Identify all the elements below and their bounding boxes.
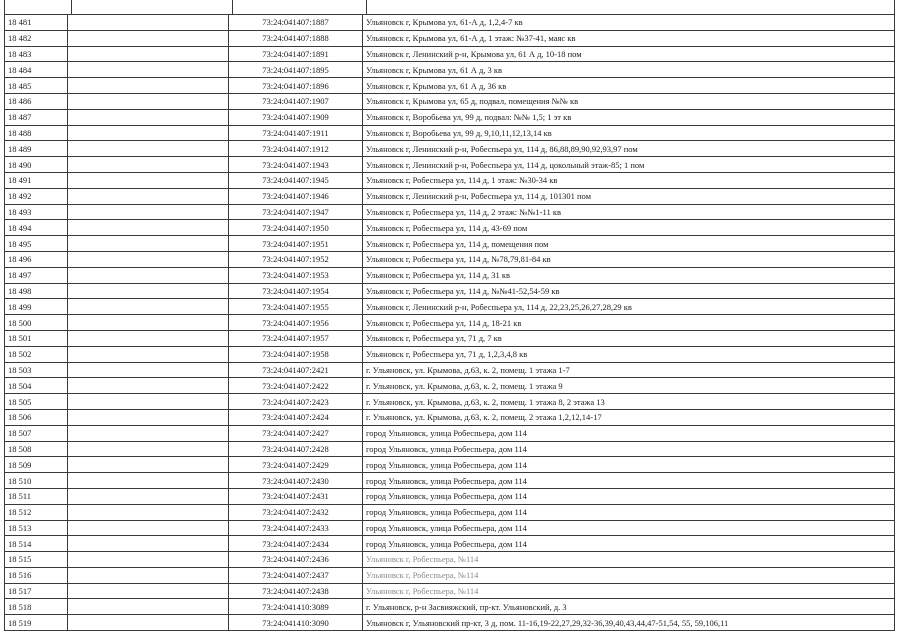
table-row (5, 109, 895, 125)
empty-cell (68, 109, 229, 125)
address-cell: Ульяновск г, Воробьева ул, 99 д, 9,10,11,12,13,14 кв (363, 125, 895, 141)
empty-cell (68, 567, 229, 583)
address-cell: город Ульяновск, улица Робеспьера, дом 114 (363, 441, 895, 457)
row-number-cell: 18 488 (5, 125, 68, 141)
cadastral-number-cell: 73:24:041407:1946 (229, 188, 363, 204)
address-cell: г. Ульяновск, р-н Засвияжский, пр-кт. Ульяновский, д. 3 (363, 599, 895, 615)
empty-cell (68, 425, 229, 441)
row-number-cell: 18 487 (5, 109, 68, 125)
cadastral-number-cell: 73:24:041407:2434 (229, 536, 363, 552)
table-row (5, 125, 895, 141)
address-cell: Ульяновск г, Ленинский р-н, Крымова ул, 61 А д, 10-18 пом (363, 46, 895, 62)
row-number-cell: 18 508 (5, 441, 68, 457)
empty-cell (68, 78, 229, 94)
address-cell: город Ульяновск, улица Робеспьера, дом 114 (363, 504, 895, 520)
row-number-cell: 18 504 (5, 378, 68, 394)
cadastral-number-cell: 73:24:041407:2423 (229, 394, 363, 410)
registry-sheet (4, 14, 895, 631)
row-number-cell: 18 505 (5, 394, 68, 410)
address-cell: город Ульяновск, улица Робеспьера, дом 114 (363, 425, 895, 441)
table-row (5, 46, 895, 62)
cadastral-number-cell: 73:24:041410:3090 (229, 615, 363, 631)
empty-cell (68, 141, 229, 157)
table-row (5, 330, 895, 346)
address-cell: Ульяновск г, Крымова ул, 61-А д, 1,2,4-7 кв (363, 15, 895, 31)
empty-cell (68, 299, 229, 315)
address-cell: Ульяновск г, Робеспьера, №114 (363, 567, 895, 583)
row-number-cell: 18 481 (5, 15, 68, 31)
cadastral-number-cell: 73:24:041407:2427 (229, 425, 363, 441)
cadastral-number-cell: 73:24:041407:2421 (229, 362, 363, 378)
table-row (5, 488, 895, 504)
address-cell: г. Ульяновск, ул. Крымова, д.63, к. 2, помещ. 1 этажа 1-7 (363, 362, 895, 378)
row-number-cell: 18 490 (5, 157, 68, 173)
empty-cell (68, 346, 229, 362)
empty-cell (68, 172, 229, 188)
row-number-cell: 18 510 (5, 473, 68, 489)
empty-cell (68, 204, 229, 220)
table-top-partial-row (4, 0, 895, 14)
table-row (5, 457, 895, 473)
empty-cell (68, 251, 229, 267)
empty-cell (68, 283, 229, 299)
cadastral-number-cell: 73:24:041407:1951 (229, 236, 363, 252)
row-number-cell: 18 506 (5, 409, 68, 425)
column-divider (232, 0, 233, 14)
row-number-cell: 18 484 (5, 62, 68, 78)
row-number-cell: 18 496 (5, 251, 68, 267)
empty-cell (68, 488, 229, 504)
table-row (5, 394, 895, 410)
address-cell: город Ульяновск, улица Робеспьера, дом 114 (363, 488, 895, 504)
address-cell: Ульяновск г, Робеспьера ул, 114 д, 2 этаж: №№1-11 кв (363, 204, 895, 220)
cadastral-number-cell: 73:24:041407:2436 (229, 552, 363, 568)
cadastral-number-cell: 73:24:041407:1950 (229, 220, 363, 236)
address-cell: г. Ульяновск, ул. Крымова, д.63, к. 2, помещ. 1 этажа 8, 2 этажа 13 (363, 394, 895, 410)
empty-cell (68, 93, 229, 109)
empty-cell (68, 125, 229, 141)
row-number-cell: 18 519 (5, 615, 68, 631)
table-row (5, 236, 895, 252)
row-number-cell: 18 515 (5, 552, 68, 568)
cadastral-number-cell: 73:24:041407:1943 (229, 157, 363, 173)
empty-cell (68, 520, 229, 536)
address-cell: Ульяновск г, Ленинский р-н, Робеспьера ул, 114 д, 22,23,25,26,27,28,29 кв (363, 299, 895, 315)
cadastral-number-cell: 73:24:041410:3089 (229, 599, 363, 615)
cadastral-number-cell: 73:24:041407:1956 (229, 315, 363, 331)
row-number-cell: 18 482 (5, 30, 68, 46)
row-number-cell: 18 518 (5, 599, 68, 615)
address-cell: город Ульяновск, улица Робеспьера, дом 114 (363, 457, 895, 473)
table-row (5, 62, 895, 78)
row-number-cell: 18 497 (5, 267, 68, 283)
row-number-cell: 18 483 (5, 46, 68, 62)
table-row (5, 188, 895, 204)
cadastral-number-cell: 73:24:041407:1911 (229, 125, 363, 141)
cadastral-number-cell: 73:24:041407:2422 (229, 378, 363, 394)
address-cell: город Ульяновск, улица Робеспьера, дом 114 (363, 536, 895, 552)
address-cell: Ульяновск г, Крымова ул, 65 д, подвал, помещения №№ кв (363, 93, 895, 109)
cadastral-number-cell: 73:24:041407:2438 (229, 583, 363, 599)
row-number-cell: 18 507 (5, 425, 68, 441)
address-cell: г. Ульяновск, ул. Крымова, д.63, к. 2, помещ. 1 этажа 9 (363, 378, 895, 394)
row-number-cell: 18 503 (5, 362, 68, 378)
address-cell: Ульяновск г, Робеспьера ул, 114 д, №№41-52,54-59 кв (363, 283, 895, 299)
address-cell: Ульяновск г, Робеспьера, №114 (363, 552, 895, 568)
empty-cell (68, 441, 229, 457)
table-row (5, 441, 895, 457)
row-number-cell: 18 492 (5, 188, 68, 204)
row-number-cell: 18 512 (5, 504, 68, 520)
table-row (5, 30, 895, 46)
address-cell: Ульяновск г, Ленинский р-н, Робеспьера ул, 114 д, 101301 пом (363, 188, 895, 204)
cadastral-number-cell: 73:24:041407:1958 (229, 346, 363, 362)
table-row (5, 315, 895, 331)
address-cell: Ульяновск г, Крымова ул, 61 А д, 36 кв (363, 78, 895, 94)
cadastral-number-cell: 73:24:041407:1891 (229, 46, 363, 62)
address-cell: Ульяновск г, Ленинский р-н, Робеспьера ул, 114 д, цокольный этаж-85; 1 пом (363, 157, 895, 173)
empty-cell (68, 15, 229, 31)
address-cell: Ульяновск г, Крымова ул, 61-А д, 1 этаж: №37-41, маяс кв (363, 30, 895, 46)
cadastral-number-cell: 73:24:041407:1907 (229, 93, 363, 109)
table-row (5, 599, 895, 615)
empty-cell (68, 267, 229, 283)
cadastral-number-cell: 73:24:041407:1953 (229, 267, 363, 283)
row-number-cell: 18 501 (5, 330, 68, 346)
address-cell: г. Ульяновск, ул. Крымова, д.63, к. 2, помещ. 2 этажа 1,2,12,14-17 (363, 409, 895, 425)
table-row (5, 204, 895, 220)
row-number-cell: 18 493 (5, 204, 68, 220)
row-number-cell: 18 491 (5, 172, 68, 188)
cadastral-number-cell: 73:24:041407:1896 (229, 78, 363, 94)
cadastral-number-cell: 73:24:041407:1945 (229, 172, 363, 188)
table-row (5, 267, 895, 283)
empty-cell (68, 615, 229, 631)
registry-table-body (5, 15, 895, 631)
table-row (5, 583, 895, 599)
empty-cell (68, 188, 229, 204)
cadastral-number-cell: 73:24:041407:2424 (229, 409, 363, 425)
table-row (5, 15, 895, 31)
empty-cell (68, 315, 229, 331)
table-row (5, 93, 895, 109)
table-row (5, 567, 895, 583)
column-divider (366, 0, 367, 14)
row-number-cell: 18 514 (5, 536, 68, 552)
empty-cell (68, 552, 229, 568)
table-row (5, 220, 895, 236)
row-number-cell: 18 513 (5, 520, 68, 536)
registry-table (4, 14, 895, 631)
table-row (5, 299, 895, 315)
row-number-cell: 18 485 (5, 78, 68, 94)
table-row (5, 141, 895, 157)
address-cell: Ульяновск г, Ленинский р-н, Робеспьера ул, 114 д, 86,88,89,90,92,93,97 пом (363, 141, 895, 157)
table-row (5, 172, 895, 188)
table-row (5, 378, 895, 394)
address-cell: город Ульяновск, улица Робеспьера, дом 114 (363, 520, 895, 536)
address-cell: Ульяновск г, Робеспьера ул, 114 д, №78,79,81-84 кв (363, 251, 895, 267)
cadastral-number-cell: 73:24:041407:2432 (229, 504, 363, 520)
cadastral-number-cell: 73:24:041407:2433 (229, 520, 363, 536)
table-row (5, 504, 895, 520)
cadastral-number-cell: 73:24:041407:2437 (229, 567, 363, 583)
row-number-cell: 18 517 (5, 583, 68, 599)
address-cell: город Ульяновск, улица Робеспьера, дом 114 (363, 473, 895, 489)
address-cell: Ульяновск г, Робеспьера ул, 71 д, 7 кв (363, 330, 895, 346)
cadastral-number-cell: 73:24:041407:1909 (229, 109, 363, 125)
address-cell: Ульяновск г, Робеспьера ул, 114 д, 1 этаж: №30-34 кв (363, 172, 895, 188)
empty-cell (68, 599, 229, 615)
empty-cell (68, 394, 229, 410)
row-number-cell: 18 495 (5, 236, 68, 252)
empty-cell (68, 583, 229, 599)
cadastral-number-cell: 73:24:041407:1895 (229, 62, 363, 78)
table-row (5, 283, 895, 299)
address-cell: Ульяновск г, Робеспьера ул, 114 д, 18-21 кв (363, 315, 895, 331)
row-number-cell: 18 516 (5, 567, 68, 583)
table-row (5, 536, 895, 552)
address-cell: Ульяновск г, Воробьева ул, 99 д, подвал: №№ 1,5; 1 эт кв (363, 109, 895, 125)
cadastral-number-cell: 73:24:041407:1955 (229, 299, 363, 315)
cadastral-number-cell: 73:24:041407:2429 (229, 457, 363, 473)
address-cell: Ульяновск г, Робеспьера ул, 114 д, 43-69 пом (363, 220, 895, 236)
cadastral-number-cell: 73:24:041407:1887 (229, 15, 363, 31)
empty-cell (68, 362, 229, 378)
cadastral-number-cell: 73:24:041407:2430 (229, 473, 363, 489)
empty-cell (68, 457, 229, 473)
empty-cell (68, 157, 229, 173)
address-cell: Ульяновск г, Робеспьера ул, 114 д, помещения пом (363, 236, 895, 252)
table-row (5, 346, 895, 362)
row-number-cell: 18 486 (5, 93, 68, 109)
table-row (5, 615, 895, 631)
cadastral-number-cell: 73:24:041407:2431 (229, 488, 363, 504)
row-number-cell: 18 511 (5, 488, 68, 504)
address-cell: Ульяновск г, Робеспьера ул, 71 д, 1,2,3,4,8 кв (363, 346, 895, 362)
empty-cell (68, 46, 229, 62)
table-row (5, 251, 895, 267)
table-row (5, 362, 895, 378)
address-cell: Ульяновск г, Ульяновский пр-кт, 3 д, пом. 11-16,19-22,27,29,32-36,39,40,43,44,47-51,54, 55, 59,106,11 (363, 615, 895, 631)
empty-cell (68, 330, 229, 346)
empty-cell (68, 62, 229, 78)
column-divider (71, 0, 72, 14)
cadastral-number-cell: 73:24:041407:1912 (229, 141, 363, 157)
cadastral-number-cell: 73:24:041407:1888 (229, 30, 363, 46)
cadastral-number-cell: 73:24:041407:1947 (229, 204, 363, 220)
table-row (5, 409, 895, 425)
row-number-cell: 18 499 (5, 299, 68, 315)
row-number-cell: 18 509 (5, 457, 68, 473)
table-row (5, 473, 895, 489)
empty-cell (68, 409, 229, 425)
cadastral-number-cell: 73:24:041407:1954 (229, 283, 363, 299)
empty-cell (68, 30, 229, 46)
empty-cell (68, 473, 229, 489)
cadastral-number-cell: 73:24:041407:1957 (229, 330, 363, 346)
table-row (5, 425, 895, 441)
cadastral-number-cell: 73:24:041407:2428 (229, 441, 363, 457)
empty-cell (68, 220, 229, 236)
row-number-cell: 18 500 (5, 315, 68, 331)
table-row (5, 157, 895, 173)
empty-cell (68, 504, 229, 520)
address-cell: Ульяновск г, Робеспьера ул, 114 д, 31 кв (363, 267, 895, 283)
row-number-cell: 18 494 (5, 220, 68, 236)
table-row (5, 520, 895, 536)
empty-cell (68, 378, 229, 394)
row-number-cell: 18 489 (5, 141, 68, 157)
address-cell: Ульяновск г, Робеспьера, №114 (363, 583, 895, 599)
empty-cell (68, 536, 229, 552)
row-number-cell: 18 498 (5, 283, 68, 299)
cadastral-number-cell: 73:24:041407:1952 (229, 251, 363, 267)
row-number-cell: 18 502 (5, 346, 68, 362)
table-row (5, 78, 895, 94)
empty-cell (68, 236, 229, 252)
table-row (5, 552, 895, 568)
address-cell: Ульяновск г, Крымова ул, 61 А д, 3 кв (363, 62, 895, 78)
